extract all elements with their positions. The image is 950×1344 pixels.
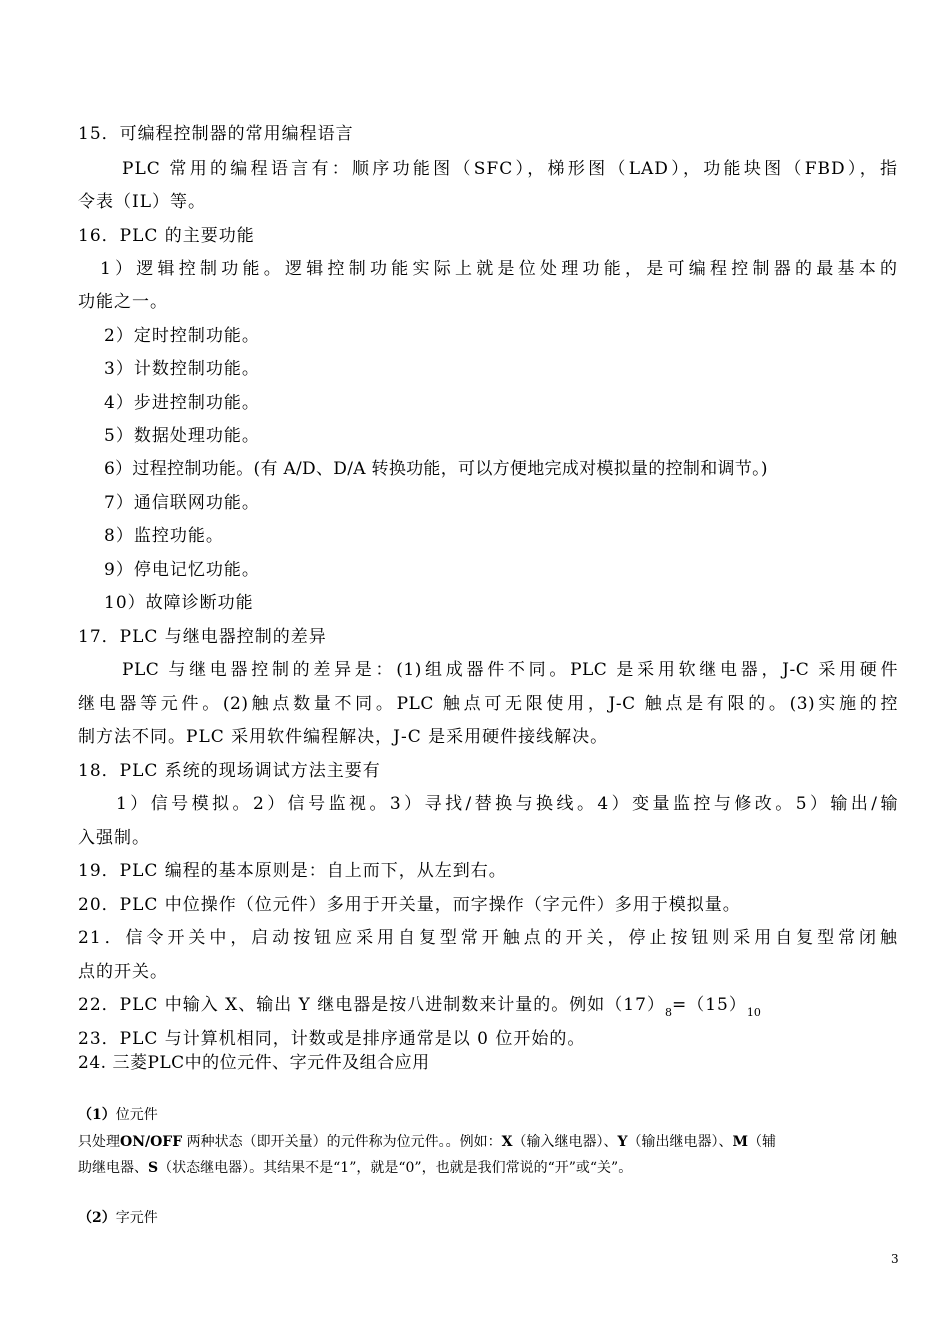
section-21-line2: 点的开关。 <box>78 962 168 982</box>
bit-y: Y <box>617 1134 628 1150</box>
section-18-heading: 18．PLC 系统的现场调试方法主要有 <box>78 761 381 781</box>
section-15-body-line1: PLC 常用的编程语言有：顺序功能图（SFC），梯形图（LAD），功能块图（FBD），指 <box>122 159 898 179</box>
bit-x: X <box>501 1134 513 1150</box>
section-16-item: 8）监控功能。 <box>104 526 224 546</box>
section-19-text: 19．PLC 编程的基本原则是：自上而下，从左到右。 <box>78 861 507 881</box>
section-22-equals: =（15） <box>671 995 747 1015</box>
section-22-base8: 8 <box>664 1006 672 1019</box>
section-16-item: 7）通信联网功能。 <box>104 493 260 513</box>
page-number: 3 <box>891 1252 899 1266</box>
section-22-main: 22．PLC 中输入 X、输出 Y 继电器是按八进制数来计量的。例如（17） <box>78 995 665 1015</box>
bit-element-heading <box>78 1104 900 1126</box>
section-18-line2: 入强制。 <box>78 828 150 848</box>
section-16-heading: 16．PLC 的主要功能 <box>78 226 255 246</box>
section-16-item: 4）步进控制功能。 <box>104 393 260 413</box>
bit-element-number: （1） <box>78 1107 116 1123</box>
word-element-title: 字元件 <box>115 1210 158 1226</box>
section-16-item: 5）数据处理功能。 <box>104 426 260 446</box>
section-16-item1-line1: 1）逻辑控制功能。逻辑控制功能实际上就是位处理功能，是可编程控制器的最基本的 <box>100 259 898 279</box>
section-17-heading: 17．PLC 与继电器控制的差异 <box>78 627 327 647</box>
bit-text: （状态继电器）。其结果不是“1”，就是“0”，也就是我们常说的“开”或“关”。 <box>158 1160 633 1176</box>
bit-text: 只处理 <box>78 1134 120 1150</box>
bit-onoff: ON/OFF <box>120 1134 183 1150</box>
bit-element-line2 <box>78 1157 900 1179</box>
bit-text: 助继电器、 <box>78 1160 148 1176</box>
section-22-base10: 10 <box>746 1006 761 1019</box>
section-16-item: 6）过程控制功能。(有 A/D、D/A 转换功能，可以方便地完成对模拟量的控制和调节。) <box>104 459 768 479</box>
bit-text: （输入继电器）、 <box>512 1134 618 1150</box>
section-16-item1-line2: 功能之一。 <box>78 292 168 312</box>
section-23-text: 23．PLC 与计算机相同，计数或是排序通常是以 0 位开始的。 <box>78 1029 586 1049</box>
bit-element-title: 位元件 <box>115 1107 158 1123</box>
section-17-line2: 继电器等元件。(2)触点数量不同。PLC 触点可无限使用，J-C 触点是有限的。(3)实施的控 <box>78 694 898 714</box>
bit-text: （辅 <box>748 1134 777 1150</box>
word-element-heading <box>78 1207 900 1229</box>
section-17-line3: 制方法不同。PLC 采用软件编程解决，J-C 是采用硬件接线解决。 <box>78 727 609 747</box>
bit-m: M <box>732 1134 749 1150</box>
section-16-item: 9）停电记忆功能。 <box>104 560 260 580</box>
section-15-heading: 15．可编程控制器的常用编程语言 <box>78 124 354 144</box>
section-16-item: 10）故障诊断功能 <box>104 593 254 613</box>
section-15-body-line2: 令表（IL）等。 <box>78 192 207 212</box>
section-22-text <box>78 994 900 1019</box>
bit-element-line1 <box>78 1131 900 1153</box>
section-16-item: 2）定时控制功能。 <box>104 326 260 346</box>
section-18-line1: 1）信号模拟。2）信号监视。3）寻找/替换与换线。4）变量监控与修改。5）输出/输 <box>116 794 898 814</box>
bit-s: S <box>148 1160 159 1176</box>
section-17-line1: PLC 与继电器控制的差异是：(1)组成器件不同。PLC 是采用软继电器，J-C 采用硬件 <box>122 660 898 680</box>
section-24-heading: 24. 三菱PLC中的位元件、字元件及组合应用 <box>78 1053 430 1073</box>
bit-text: （输出继电器）、 <box>627 1134 733 1150</box>
section-21-line1: 21．信令开关中，启动按钮应采用自复型常开触点的开关，停止按钮则采用自复型常闭触 <box>78 928 898 948</box>
section-16-item: 3）计数控制功能。 <box>104 359 260 379</box>
word-element-number: （2） <box>78 1210 116 1226</box>
section-20-text: 20．PLC 中位操作（位元件）多用于开关量，而字操作（字元件）多用于模拟量。 <box>78 895 741 915</box>
bit-text: 两种状态（即开关量）的元件称为位元件。。例如： <box>182 1134 502 1150</box>
